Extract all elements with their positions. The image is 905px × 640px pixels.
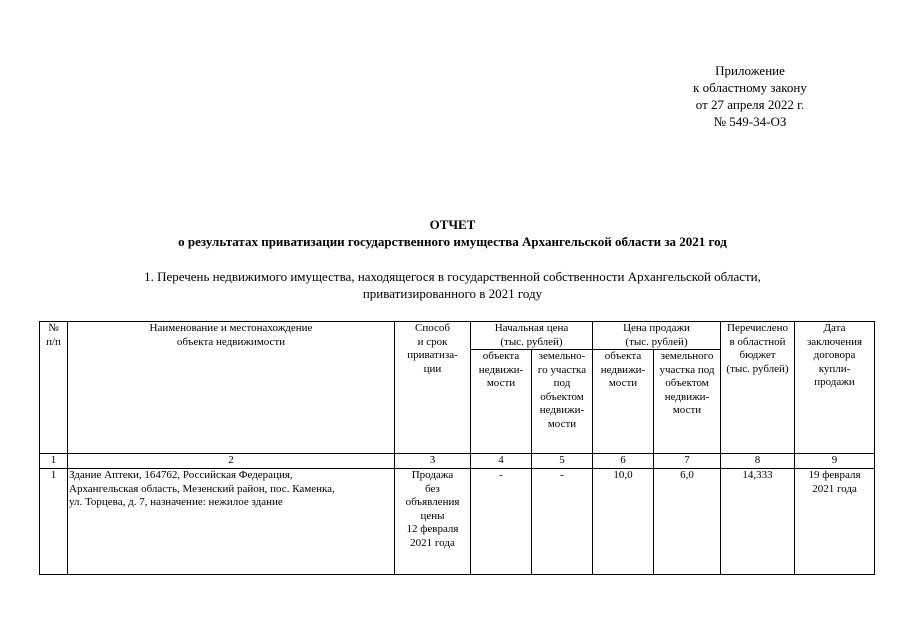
text-line: недвижи- <box>664 390 710 403</box>
text-line: ции <box>423 362 442 375</box>
header-budget <box>721 322 795 454</box>
text-line: Наименование и местонахождение <box>149 322 313 334</box>
section-heading-line2: приватизированного в 2021 году <box>362 286 543 301</box>
text-line: мости <box>672 404 702 416</box>
header-contract-date <box>795 322 875 454</box>
row-sale-object: 10,0 <box>593 469 654 575</box>
row-num: 1 <box>40 469 68 575</box>
text-line: объектом <box>665 377 709 389</box>
header-name <box>68 322 395 454</box>
text-line: объекта <box>482 350 520 362</box>
column-number: 6 <box>593 454 654 469</box>
text-line: 12 февраля <box>406 523 459 535</box>
text-line: Архангельская область, Мезенский район, пос. Каменка, <box>69 482 335 495</box>
text-line: объекта <box>604 350 642 362</box>
text-line: участка под <box>659 363 715 376</box>
row-contract-date <box>795 469 875 575</box>
text-line: мости <box>608 377 638 389</box>
text-line: Способ <box>415 322 450 334</box>
text-line: земельного <box>660 350 714 362</box>
section-heading-line1: 1. Перечень недвижимого имущества, находящегося в государственной собственности Архангельской области, <box>144 269 761 284</box>
column-number: 1 <box>40 454 68 469</box>
text-line: № <box>48 322 59 334</box>
column-number: 2 <box>68 454 395 469</box>
text-line: (тыс. рублей) <box>625 335 688 348</box>
header-sale-land <box>654 350 721 454</box>
text-line: 2021 года <box>812 482 857 495</box>
header-num <box>40 322 68 454</box>
report-title-sub: о результатах приватизации государственного имущества Архангельской области за 2021 год <box>178 234 727 249</box>
text-line: го участка <box>537 363 587 376</box>
appendix-label: Приложение <box>715 63 785 78</box>
text-line: земельно- <box>538 350 586 362</box>
text-line: Начальная цена <box>494 322 569 334</box>
row-initial-object: - <box>471 469 532 575</box>
column-number-row <box>40 454 875 469</box>
text-line: в областной <box>729 335 786 348</box>
column-number: 8 <box>721 454 795 469</box>
row-method <box>395 469 471 575</box>
text-line: купли- <box>818 362 851 375</box>
text-line: заключения <box>806 335 863 348</box>
column-number: 4 <box>471 454 532 469</box>
text-line: 2021 года <box>410 536 455 549</box>
appendix-date: от 27 апреля 2022 г. <box>695 97 805 112</box>
text-line: Продажа <box>411 469 454 481</box>
column-number: 7 <box>654 454 721 469</box>
text-line: мости <box>547 417 577 430</box>
appendix-law-ref: к областному закону <box>693 80 807 95</box>
column-number: 9 <box>795 454 875 469</box>
text-line: приватиза- <box>407 349 458 361</box>
column-number: 5 <box>532 454 593 469</box>
row-budget: 14,333 <box>721 469 795 575</box>
text-line: (тыс. рублей) <box>500 335 563 348</box>
text-line: недвижи- <box>600 363 646 376</box>
text-line: мости <box>486 377 516 389</box>
report-title-main: ОТЧЕТ <box>429 217 476 232</box>
text-line: договора <box>813 349 856 361</box>
text-line: продажи <box>814 376 855 388</box>
header-sale-object <box>593 350 654 454</box>
text-line: объявления <box>405 496 460 508</box>
section-heading <box>0 268 905 302</box>
text-line: недвижи- <box>478 363 524 376</box>
table-row <box>40 469 875 575</box>
header-method <box>395 322 471 454</box>
text-line: Дата <box>823 322 846 334</box>
header-row-1 <box>40 322 875 350</box>
text-line: 19 февраля <box>808 469 861 481</box>
text-line: под <box>553 377 571 389</box>
report-title <box>0 216 905 250</box>
text-line: недвижи- <box>539 404 585 416</box>
text-line: (тыс. рублей) <box>726 362 789 375</box>
text-line: ул. Торцева, д. 7, назначение: нежилое здание <box>69 496 283 508</box>
text-line: объектом <box>540 390 584 403</box>
text-line: без <box>425 482 440 495</box>
header-initial-object <box>471 350 532 454</box>
text-line: Здание Аптеки, 164762, Российская Федерация, <box>69 469 293 481</box>
row-sale-land: 6,0 <box>654 469 721 575</box>
appendix-number: № 549-34-ОЗ <box>713 114 787 129</box>
row-property-name <box>68 469 395 575</box>
text-line: бюджет <box>739 349 776 361</box>
text-line: Цена продажи <box>623 322 690 334</box>
text-line: Перечислено <box>727 322 789 334</box>
text-line: объекта недвижимости <box>176 335 286 348</box>
text-line: цены <box>420 509 445 522</box>
column-number: 3 <box>395 454 471 469</box>
privatization-table <box>39 321 875 575</box>
text-line: п/п <box>46 335 61 348</box>
header-initial-price <box>471 322 593 350</box>
text-line: и срок <box>417 335 448 348</box>
row-initial-land: - <box>532 469 593 575</box>
header-sale-price <box>593 322 721 350</box>
header-initial-land <box>532 350 593 454</box>
appendix-block <box>660 62 840 130</box>
